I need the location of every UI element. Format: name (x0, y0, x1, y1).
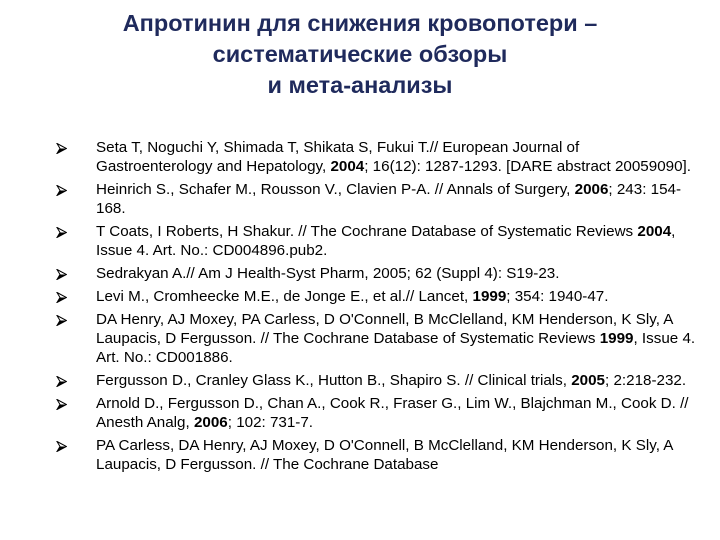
reference-details: ; 102: 731-7. (227, 414, 314, 431)
reference-authors-source: DA Henry, AJ Moxey, PA Carless, D O'Connell, B McClelland, KM Henderson, K Sly, A Laupacis, D Fergusson. // The Cochrane Database of Systematic Reviews (96, 311, 673, 347)
reference-item (56, 287, 696, 306)
title-line-1: Апротинин для снижения кровопотери – (122, 10, 598, 36)
reference-authors-source: T Coats, I Roberts, H Shakur. // The Cochrane Database of Systematic Reviews (96, 223, 638, 240)
reference-authors-source: Levi M., Cromheecke M.E., de Jonge E., et al.// Lancet, (96, 288, 473, 305)
arrow-bullet-icon (56, 441, 67, 452)
reference-item (56, 138, 696, 176)
reference-authors-source: Sedrakyan A.// Am J Health-Syst Pharm, 2005; 62 (Suppl 4): S19-23. (96, 265, 560, 282)
reference-authors-source: Fergusson D., Cranley Glass K., Hutton B., Shapiro S. // Clinical trials, (96, 372, 572, 389)
reference-text (96, 310, 696, 367)
reference-details: ; 354: 1940-47. (506, 288, 609, 305)
reference-year: 2004 (330, 158, 365, 175)
reference-details: ; 243: 154-168. (96, 181, 682, 217)
reference-year: 2005 (571, 372, 606, 389)
reference-list (56, 138, 696, 478)
arrow-bullet-icon (56, 143, 67, 154)
reference-item (56, 180, 696, 218)
arrow-bullet-icon (56, 227, 67, 238)
reference-authors-source: PA Carless, DA Henry, AJ Moxey, D O'Connell, B McClelland, KM Henderson, K Sly, A Laupacis, D Fergusson. // The Cochrane Database (96, 437, 673, 473)
reference-authors-source: Heinrich S., Schafer M., Rousson V., Clavien P-A. // Annals of Surgery, (96, 181, 575, 198)
reference-text (96, 222, 696, 260)
reference-text (96, 264, 696, 283)
reference-year: 2006 (193, 414, 228, 431)
title-line-3: и мета-анализы (267, 72, 453, 98)
reference-text (96, 287, 696, 306)
reference-text (96, 394, 696, 432)
reference-details: , Issue 4. Art. No.: CD004896.pub2. (96, 223, 676, 259)
reference-text (96, 180, 696, 218)
reference-item (56, 371, 696, 390)
arrow-bullet-icon (56, 376, 67, 387)
reference-year: 1999 (472, 288, 507, 305)
reference-item (56, 264, 696, 283)
reference-details: ; 16(12): 1287-1293. [DARE abstract 20059090]. (364, 158, 691, 175)
reference-year: 1999 (599, 330, 634, 347)
reference-year: 2004 (637, 223, 672, 240)
reference-text (96, 138, 696, 176)
arrow-bullet-icon (56, 269, 67, 280)
reference-text (96, 371, 696, 390)
reference-item (56, 222, 696, 260)
arrow-bullet-icon (56, 399, 67, 410)
arrow-bullet-icon (56, 315, 67, 326)
reference-item (56, 310, 696, 367)
arrow-bullet-icon (56, 292, 67, 303)
reference-text (96, 436, 696, 474)
slide-title (0, 8, 720, 101)
reference-authors-source: Seta T, Noguchi Y, Shimada T, Shikata S, Fukui T.// European Journal of Gastroenterology and Hepatology, (96, 139, 580, 175)
reference-year: 2006 (574, 181, 609, 198)
title-line-2: систематические обзоры (212, 41, 508, 67)
reference-authors-source: Arnold D., Fergusson D., Chan A., Cook R., Fraser G., Lim W., Blajchman M., Cook D. // Anesth Analg, (96, 395, 689, 431)
reference-details: , Issue 4. Art. No.: CD001886. (96, 330, 696, 366)
reference-details: ; 2:218-232. (605, 372, 687, 389)
reference-item (56, 394, 696, 432)
arrow-bullet-icon (56, 185, 67, 196)
reference-item (56, 436, 696, 474)
